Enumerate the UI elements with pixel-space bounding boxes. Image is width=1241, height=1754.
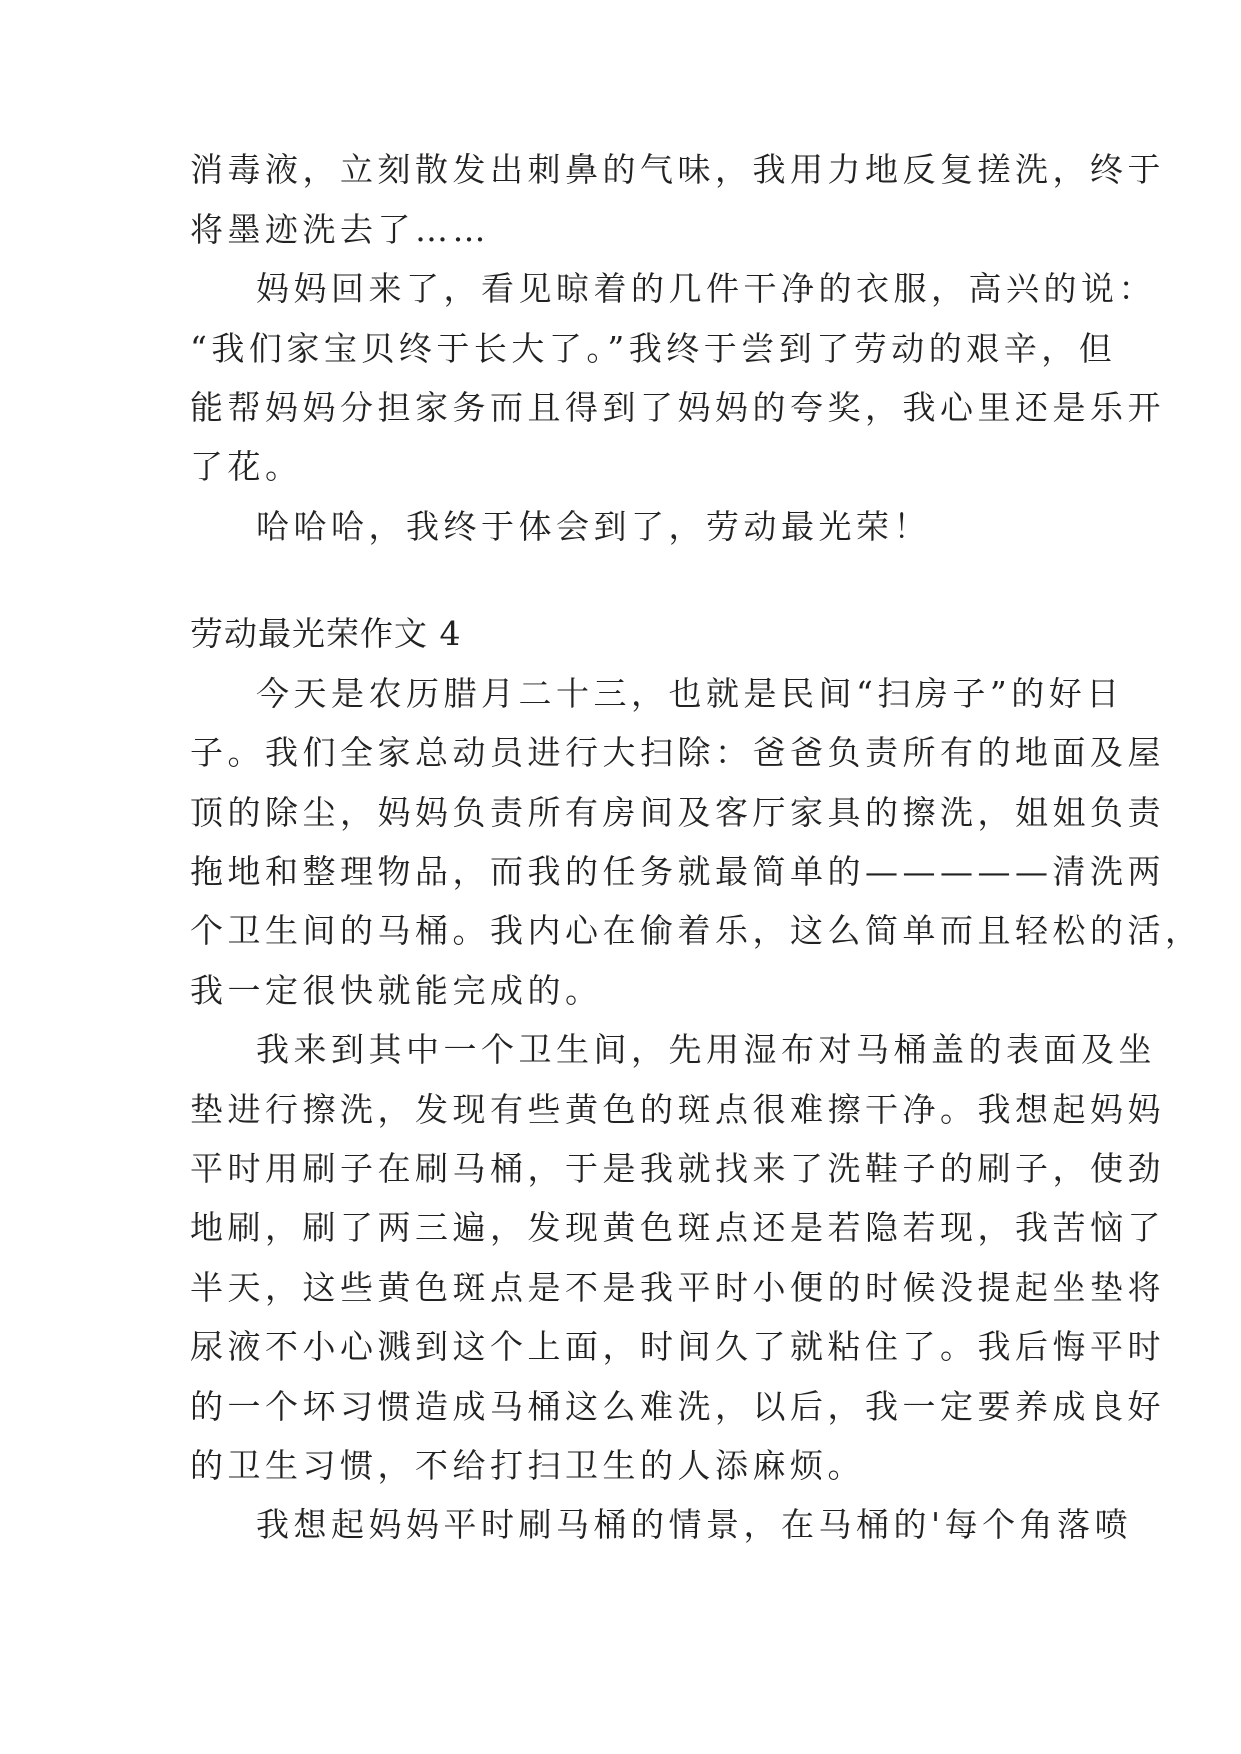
text-line: 哈哈哈，我终于体会到了，劳动最光荣！ xyxy=(256,507,931,546)
text-line: 半天，这些黄色斑点是不是我平时小便的时候没提起坐垫将 xyxy=(190,1268,1165,1307)
text-line: “我们家宝贝终于长大了。”我终于尝到了劳动的艰辛，但 xyxy=(190,329,1117,368)
text-line: 的卫生习惯，不给打扫卫生的人添麻烦。 xyxy=(190,1446,865,1485)
text-line: 子。我们全家总动员进行大扫除：爸爸负责所有的地面及屋 xyxy=(190,733,1165,772)
text-line: 顶的除尘，妈妈负责所有房间及客厅家具的擦洗，姐姐负责 xyxy=(190,793,1165,832)
text-line: 今天是农历腊月二十三，也就是民间“扫房子”的好日 xyxy=(256,674,1124,713)
text-line: 的一个坏习惯造成马桶这么难洗，以后，我一定要养成良好 xyxy=(190,1387,1165,1426)
text-line: 消毒液，立刻散发出刺鼻的气味，我用力地反复搓洗，终于 xyxy=(190,150,1165,189)
text-line: 将墨迹洗去了…… xyxy=(190,210,490,249)
text-line: 能帮妈妈分担家务而且得到了妈妈的夸奖，我心里还是乐开 xyxy=(190,388,1165,427)
text-line: 个卫生间的马桶。我内心在偷着乐，这么简单而且轻松的活， xyxy=(190,911,1203,950)
section-title: 劳动最光荣作文 4 xyxy=(190,614,462,653)
text-line: 了花。 xyxy=(190,447,303,486)
text-line: 尿液不小心溅到这个上面，时间久了就粘住了。我后悔平时 xyxy=(190,1327,1165,1366)
text-line: 拖地和整理物品，而我的任务就最简单的—————清洗两 xyxy=(190,852,1165,891)
text-line: 我想起妈妈平时刷马桶的情景，在马桶的'每个角落喷 xyxy=(256,1505,1133,1544)
text-line: 地刷，刷了两三遍，发现黄色斑点还是若隐若现，我苦恼了 xyxy=(190,1208,1165,1247)
text-line: 垫进行擦洗，发现有些黄色的斑点很难擦干净。我想起妈妈 xyxy=(190,1090,1165,1129)
text-line: 妈妈回来了，看见晾着的几件干净的衣服，高兴的说： xyxy=(256,269,1156,308)
text-line: 平时用刷子在刷马桶，于是我就找来了洗鞋子的刷子，使劲 xyxy=(190,1149,1165,1188)
text-line: 我来到其中一个卫生间，先用湿布对马桶盖的表面及坐 xyxy=(256,1030,1156,1069)
text-line: 我一定很快就能完成的。 xyxy=(190,971,603,1010)
